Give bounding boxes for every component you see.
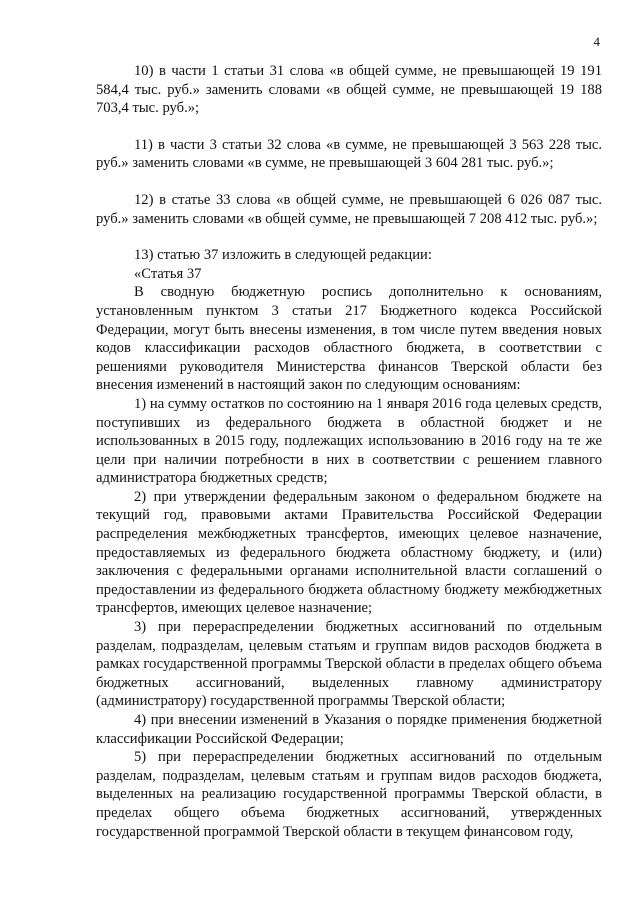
basis-item-3: 3) при перераспределении бюджетных ассигнований по отдельным разделам, подразделам, целевым статьям и группам видов расходов бюджета в рамках государственной программы Тверской области в пределах общего объема бюджетных ассигнований, выделенных главному администратору (администратору) государственной программы Тверской области;	[96, 619, 602, 710]
document-body	[96, 62, 602, 841]
basis-item-1: 1) на сумму остатков по состоянию на 1 января 2016 года целевых средств, поступивших из федерального бюджета в областной бюджет и не использованных в 2015 году, подлежащих использованию в 2016 году на те же цели при наличии потребности в них в соответствии с решением главного администратора бюджетных средств;	[96, 395, 602, 487]
basis-item-2: 2) при утверждении федеральным законом о федеральном бюджете на текущий год, правовыми актами Правительства Российской Федерации распределения межбюджетных трансфертов, имеющих целевое назначение, предоставляемых из федерального бюджета областному бюджету, и (или) заключения с федеральными органами исполнительной власти соглашений о предоставлении из федерального бюджета областному бюджету межбюджетных трансфертов, имеющих целевое назначение;	[96, 488, 602, 617]
paragraph-item-12: 12) в статье 33 слова «в общей сумме, не превышающей 6 026 087 тыс. руб.» заменить словами «в общей сумме, не превышающей 7 208 412 тыс. руб.»;	[96, 191, 602, 227]
paragraph-item-11: 11) в части 3 статьи 32 слова «в сумме, не превышающей 3 563 228 тыс. руб.» заменить словами «в сумме, не превышающей 3 604 281 тыс. руб.»;	[96, 136, 602, 172]
paragraph-item-13: 13) статью 37 изложить в следующей редакции:	[134, 247, 432, 264]
basis-item-5: 5) при перераспределении бюджетных ассигнований по отдельным разделам, подразделам, целевым статьям и группам видов расходов бюджета, выделенных на реализацию государственной программы Тверской области, в пределах общего объема бюджетных ассигнований, утвержденных государственной программой Тверской области в текущем финансовом году,	[96, 749, 602, 840]
article-heading: «Статья 37	[134, 265, 202, 282]
paragraph-item-10: 10) в части 1 статьи 31 слова «в общей сумме, не превышающей 19 191 584,4 тыс. руб.» заменить словами «в общей сумме, не превышающей 19 188 703,4 тыс. руб.»;	[96, 63, 602, 117]
basis-item-4: 4) при внесении изменений в Указания о порядке применения бюджетной классификации Российской Федерации;	[96, 712, 602, 747]
page-number: 4	[593, 34, 600, 49]
article-intro-paragraph: В сводную бюджетную роспись дополнительно к основаниям, установленным пунктом 3 статьи 217 Бюджетного кодекса Российской Федерации, могут быть внесены изменения, в том числе путем введения новых кодов классификации расходов областного бюджета, в соответствии с решениями руководителя Министерства финансов Тверской области без внесения изменений в настоящий закон по следующим основаниям:	[96, 284, 602, 394]
